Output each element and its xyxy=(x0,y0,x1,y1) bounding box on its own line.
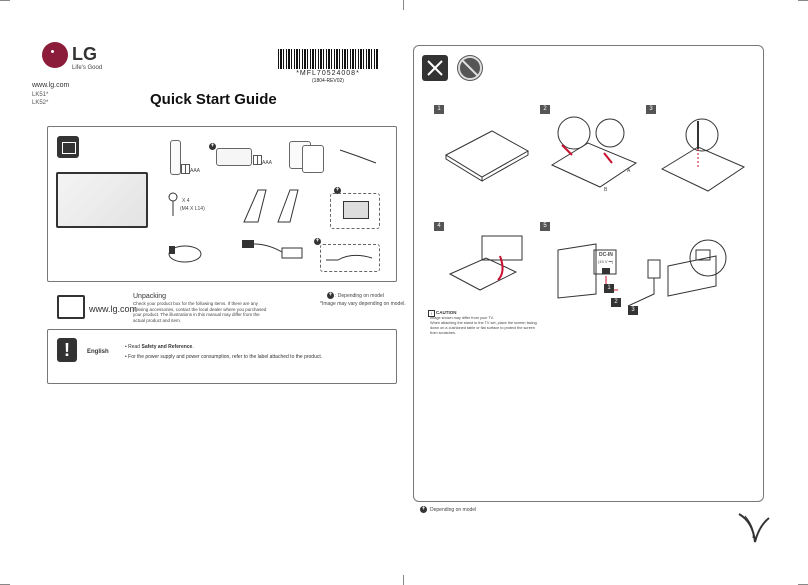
dc-in-spec: (19 V ⎓) xyxy=(598,259,614,264)
footer-note: Depending on model xyxy=(430,507,477,513)
crop-mark xyxy=(0,0,10,1)
unpacking-website: www.lg.com xyxy=(89,304,138,314)
barcode xyxy=(278,49,378,69)
optional-item-marker: + xyxy=(328,292,333,298)
step-number: 5 xyxy=(540,222,550,231)
model-number: LK52* xyxy=(32,100,49,106)
screw-count: X 4 xyxy=(182,198,190,204)
lg-logo-icon xyxy=(42,42,68,68)
caution-line: When attaching the stand to the TV set, place the screen facing down on a cushioned table or flat surface to protect the screen from scratches. xyxy=(430,321,537,335)
crop-mark xyxy=(798,0,808,1)
dc-in-label: DC-IN xyxy=(599,252,613,258)
step4-illustration xyxy=(446,232,536,304)
barcode-revision: (1804-REV02) xyxy=(312,78,344,84)
unpacking-body: Check your product box for the following items. If there are any missing accessories, contact the local dealer where you purchased your product. The illustrations in this manual may differ from the actual product and item. xyxy=(133,301,267,323)
connection-step: 2 xyxy=(611,298,621,307)
barcode-number: *MFL70524008* xyxy=(296,70,360,77)
optional-item-marker: + xyxy=(315,238,320,244)
step-number: 1 xyxy=(434,105,444,114)
manual-icon xyxy=(302,145,324,173)
battery-label: AAA xyxy=(262,160,273,166)
tv-illustration xyxy=(56,172,148,228)
unpacking-heading: Unpacking xyxy=(133,293,167,300)
brand-slogan: Life's Good xyxy=(72,65,103,71)
step-number: 2 xyxy=(540,105,550,114)
power-supply-bullet: • For the power supply and power consumption, refer to the label attached to the product. xyxy=(125,354,323,360)
warning-icon: ! xyxy=(57,338,77,362)
fold-mark xyxy=(403,0,404,10)
caution-title: CAUTION xyxy=(436,310,457,315)
optional-item-marker: + xyxy=(335,187,340,193)
connection-step: 3 xyxy=(628,306,638,315)
magic-remote-icon xyxy=(216,148,252,166)
screw-size: (M4 X L14) xyxy=(180,206,205,212)
part-label-a: A xyxy=(627,168,631,174)
connection-step: 1 xyxy=(604,284,614,293)
caution-line: Image shown may differ from your TV. xyxy=(430,316,494,320)
website: www.lg.com xyxy=(32,82,70,89)
fold-mark xyxy=(403,575,404,585)
battery-label: AAA xyxy=(190,168,201,174)
cable-tie-icon xyxy=(338,146,378,166)
brand-name: LG xyxy=(72,44,97,64)
manual-book-icon xyxy=(57,295,85,319)
step-number: 4 xyxy=(434,222,444,231)
step3-illustration xyxy=(658,115,748,197)
step-number: 3 xyxy=(646,105,656,114)
safety-bullet xyxy=(125,344,194,350)
antenna-cable-icon xyxy=(322,246,376,268)
remote-control-icon xyxy=(170,140,181,175)
stand-icon xyxy=(238,186,308,226)
prohibited-icon xyxy=(457,55,483,81)
bullet-suffix: . xyxy=(192,344,194,350)
package-icon xyxy=(57,136,79,158)
legend-depending: : Depending on model xyxy=(335,293,384,299)
page-title: Quick Start Guide xyxy=(150,91,277,108)
corner-flourish-icon xyxy=(735,508,771,548)
ferrite-core-icon xyxy=(343,201,369,219)
model-number: LK51* xyxy=(32,92,49,98)
caution-icon: ! xyxy=(428,310,435,317)
power-cord-icon xyxy=(165,238,205,266)
step2-illustration xyxy=(548,115,640,197)
safety-reference-link: Safety and Reference xyxy=(141,344,193,350)
power-adapter-icon xyxy=(238,236,308,266)
step5-illustration xyxy=(556,236,746,318)
language-label: English xyxy=(87,349,109,355)
screw-icon xyxy=(166,192,180,218)
step1-illustration xyxy=(442,125,532,185)
part-label-b: B xyxy=(604,187,608,193)
optional-item-marker: + xyxy=(421,506,426,512)
optional-item-marker: + xyxy=(210,143,215,149)
bullet-prefix: • Read xyxy=(125,344,142,350)
legend-note: *Image may vary depending on model. xyxy=(320,301,406,307)
screwdriver-icon xyxy=(425,58,445,78)
